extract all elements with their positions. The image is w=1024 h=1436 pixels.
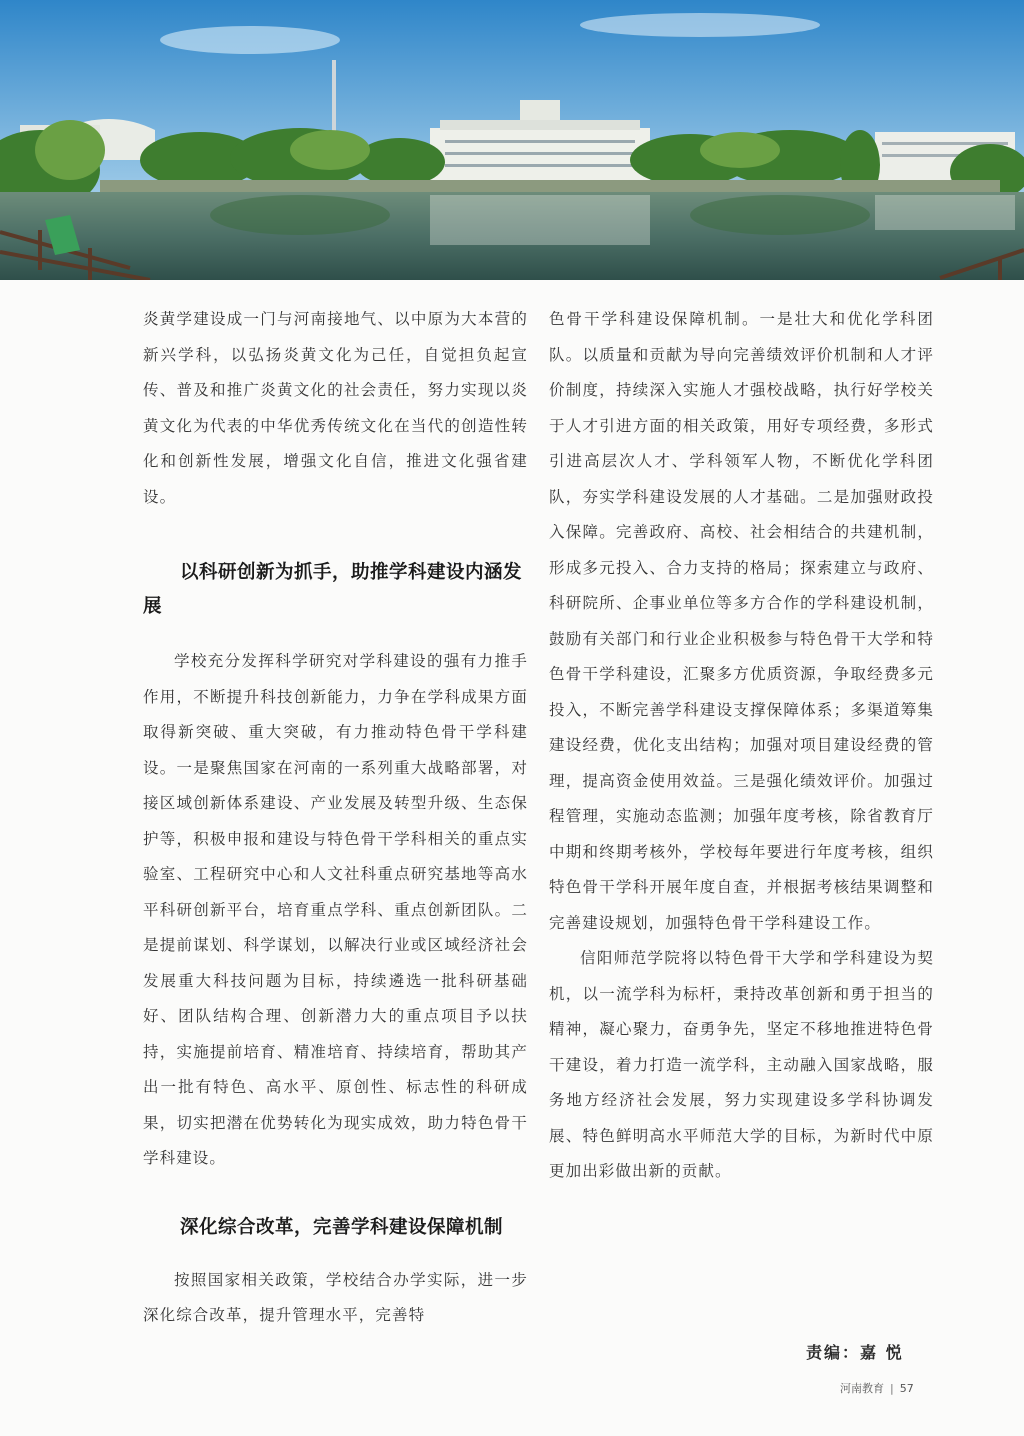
page-number: 57 (899, 1382, 914, 1395)
magazine-name: 河南教育 (840, 1382, 884, 1395)
article-paragraph: 色骨干学科建设保障机制。一是壮大和优化学科团队。以质量和贡献为导向完善绩效评价机制和人才评价制度，持续深入实施人才强校战略，执行好学校关于人才引进方面的相关政策，用好专项经费，多形式引进高层次人才、学科领军人物，不断优化学科团队，夯实学科建设发展的人才基础。二是加强财政投入保障。完善政府、高校、社会相结合的共建机制，形成多元投入、合力支持的格局；探索建立与政府、科研院所、企事业单位等多方合作的学科建设机制，鼓励有关部门和行业企业积极参与特色骨干大学和特色骨干学科建设，汇聚多方优质资源，争取经费多元投入，不断完善学科建设支撑保障体系；多渠道筹集建设经费，优化支出结构；加强对项目建设经费的管理，提高资金使用效益。三是强化绩效评价。加强过程管理，实施动态监测；加强年度考核，除省教育厅中期和终期考核外，学校每年要进行年度考核，组织特色骨干学科开展年度自查，并根据考核结果调整和完善建设规划，加强特色骨干学科建设工作。 (549, 310, 934, 932)
campus-photo (0, 0, 1024, 280)
article-paragraph: 信阳师范学院将以特色骨干大学和学科建设为契机，以一流学科为标杆，秉持改革创新和勇于担当的精神，凝心聚力，奋勇争先，坚定不移地推进特色骨干建设，着力打造一流学科，主动融入国家战略，服务地方经济社会发展，努力实现建设多学科协调发展、特色鲜明高水平师范大学的目标，为新时代中原更加出彩做出新的贡献。 (549, 949, 934, 1180)
article-paragraph: 按照国家相关政策，学校结合办学实际，进一步深化综合改革，提升管理水平，完善特 (143, 1270, 528, 1324)
article-paragraph: 学校充分发挥科学研究对学科建设的强有力推手作用，不断提升科技创新能力，力争在学科成果方面取得新突破、重大突破，有力推动特色骨干学科建设。一是聚焦国家在河南的一系列重大战略部署，对接区域创新体系建设、产业发展及转型升级、生态保护等，积极申报和建设与特色骨干学科相关的重点实验室、工程研究中心和人文社科重点研究基地等高水平科研创新平台，培育重点学科、重点创新团队。二是提前谋划、科学谋划，以解决行业或区域经济社会发展重大科技问题为目标，持续遴选一批科研基础好、团队结构合理、创新潜力大的重点项目予以扶持，实施提前培育、精准培育、持续培育，帮助其产出一批有特色、高水平、原创性、标志性的科研成果，切实把潜在优势转化为现实成效，助力特色骨干学科建设。 (143, 652, 528, 1167)
footer-separator: | (890, 1382, 894, 1395)
campus-lake-illustration (0, 0, 1024, 280)
article-paragraph: 炎黄学建设成一门与河南接地气、以中原为大本营的新兴学科，以弘扬炎黄文化为己任，自觉担负起宣传、普及和推广炎黄文化的社会责任，努力实现以炎黄文化为代表的中华优秀传统文化在当代的创造性转化和创新性发展，增强文化自信，推进文化强省建设。 (143, 310, 528, 506)
section-heading: 以科研创新为抓手，助推学科建设内涵发展 (143, 562, 523, 617)
article-right-column (549, 302, 934, 1190)
editor-credit: 责编：嘉 悦 (806, 1343, 904, 1362)
page-footer (840, 1380, 914, 1396)
section-heading: 深化综合改革，完善学科建设保障机制 (180, 1216, 504, 1238)
article-left-column (143, 302, 528, 1334)
